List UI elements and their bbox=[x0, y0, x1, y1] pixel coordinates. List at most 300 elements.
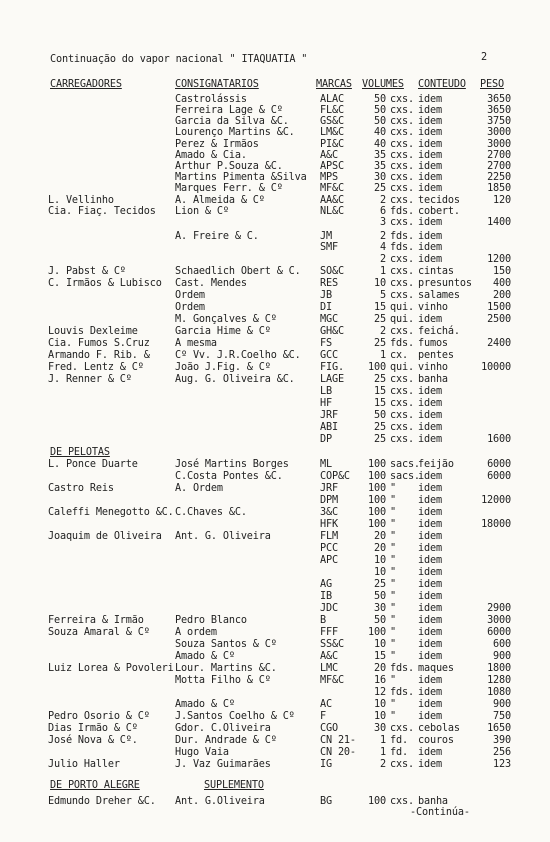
cell-marca: MGC bbox=[320, 314, 338, 325]
cell-carr: Cia. Fiaç. Tecidos bbox=[48, 206, 156, 217]
cell-cont: idem bbox=[418, 555, 442, 566]
cell-cons: C.Costa Pontes &C. bbox=[175, 471, 283, 482]
cell-und: sacs. bbox=[390, 459, 420, 470]
cell-carr: Armando F. Rib. & bbox=[48, 350, 150, 361]
cell-peso: 120 bbox=[493, 195, 511, 206]
cell-peso: 2900 bbox=[487, 603, 511, 614]
cell-cons: Cast. Mendes bbox=[175, 278, 247, 289]
cell-carr: Dias Irmão & Cº bbox=[48, 723, 138, 734]
continua-note: -Continúa- bbox=[410, 807, 470, 818]
cell-cons: Motta Filho & Cº bbox=[175, 675, 271, 686]
cell-marca: DP bbox=[320, 434, 332, 445]
cell-carr: Caleffi Menegotto &C. bbox=[48, 507, 174, 518]
cell-peso: 750 bbox=[493, 711, 511, 722]
cell-carr: Cia. Fumos S.Cruz bbox=[48, 338, 150, 349]
cell-und: cxs. bbox=[390, 410, 414, 421]
cell-marca: LMC bbox=[320, 663, 338, 674]
cell-cont: idem bbox=[418, 434, 442, 445]
cell-und: qui. bbox=[390, 302, 414, 313]
cell-und: " bbox=[390, 639, 396, 650]
cell-und: " bbox=[390, 543, 396, 554]
cell-marca: LAGE bbox=[320, 374, 344, 385]
cell-cont: idem bbox=[418, 711, 442, 722]
cell-marca: APSC bbox=[320, 161, 344, 172]
cell-und: fds. bbox=[390, 663, 414, 674]
cell-vol: 10 bbox=[374, 567, 386, 578]
cell-vol: 100 bbox=[368, 627, 386, 638]
cell-vol: 25 bbox=[374, 338, 386, 349]
cell-cons: Lourenço Martins &C. bbox=[175, 127, 295, 138]
cell-cont: vinho bbox=[418, 302, 448, 313]
cell-vol: 50 bbox=[374, 94, 386, 105]
cell-cont: pentes bbox=[418, 350, 454, 361]
cell-carr: L. Vellinho bbox=[48, 195, 114, 206]
cell-peso: 600 bbox=[493, 639, 511, 650]
cell-cont: idem bbox=[418, 116, 442, 127]
cell-cons: J. Vaz Guimarães bbox=[175, 759, 271, 770]
cell-cont: idem bbox=[418, 531, 442, 542]
cell-marca: APC bbox=[320, 555, 338, 566]
cell-cons: Gdor. C.Oliveira bbox=[175, 723, 271, 734]
cell-vol: 1 bbox=[380, 266, 386, 277]
cell-marca: JRF bbox=[320, 410, 338, 421]
cell-und: " bbox=[390, 711, 396, 722]
cell-vol: 10 bbox=[374, 699, 386, 710]
cell-und: fds. bbox=[390, 242, 414, 253]
cell-vol: 10 bbox=[374, 555, 386, 566]
column-header-peso: PESO bbox=[480, 79, 504, 90]
cell-und: cxs. bbox=[390, 172, 414, 183]
cell-und: cxs. bbox=[390, 183, 414, 194]
cell-und: " bbox=[390, 531, 396, 542]
cell-cont: maques bbox=[418, 663, 454, 674]
cell-vol: 4 bbox=[380, 242, 386, 253]
cell-marca: CN 20- bbox=[320, 747, 356, 758]
cell-cons: Cº Vv. J.R.Coelho &C. bbox=[175, 350, 301, 361]
cell-und: " bbox=[390, 507, 396, 518]
cell-peso: 200 bbox=[493, 290, 511, 301]
cell-cont: couros bbox=[418, 735, 454, 746]
cell-vol: 25 bbox=[374, 422, 386, 433]
cell-marca: SMF bbox=[320, 242, 338, 253]
cell-vol: 25 bbox=[374, 183, 386, 194]
cell-und: cxs. bbox=[390, 386, 414, 397]
cell-vol: 35 bbox=[374, 150, 386, 161]
cell-peso: 10000 bbox=[481, 362, 511, 373]
cell-peso: 900 bbox=[493, 699, 511, 710]
cell-vol: 100 bbox=[368, 495, 386, 506]
cell-und: cxs. bbox=[390, 422, 414, 433]
cell-vol: 35 bbox=[374, 161, 386, 172]
cell-vol: 30 bbox=[374, 723, 386, 734]
cell-vol: 2 bbox=[380, 195, 386, 206]
cell-cont: idem bbox=[418, 471, 442, 482]
cell-marca: FLM bbox=[320, 531, 338, 542]
cell-marca: AC bbox=[320, 699, 332, 710]
cell-vol: 15 bbox=[374, 651, 386, 662]
cell-marca: JB bbox=[320, 290, 332, 301]
cell-cont: idem bbox=[418, 615, 442, 626]
cell-cont: idem bbox=[418, 699, 442, 710]
cell-vol: 40 bbox=[374, 139, 386, 150]
cell-peso: 3650 bbox=[487, 105, 511, 116]
page-title: Continuação do vapor nacional " ITAQUATIA " bbox=[50, 54, 308, 65]
cell-cont: cobert. bbox=[418, 206, 460, 217]
cell-vol: 25 bbox=[374, 434, 386, 445]
section-header-pelotas: DE PELOTAS bbox=[50, 447, 110, 458]
cell-marca: DPM bbox=[320, 495, 338, 506]
cell-carr: J. Renner & Cº bbox=[48, 374, 132, 385]
cell-peso: 1080 bbox=[487, 687, 511, 698]
cell-und: cxs. bbox=[390, 139, 414, 150]
cell-cont: idem bbox=[418, 254, 442, 265]
cell-peso: 390 bbox=[493, 735, 511, 746]
cell-vol: 5 bbox=[380, 290, 386, 301]
cell-peso: 6000 bbox=[487, 627, 511, 638]
cell-marca: COP&C bbox=[320, 471, 350, 482]
cell-cont: idem bbox=[418, 519, 442, 530]
cell-marca: ALAC bbox=[320, 94, 344, 105]
cell-cons: A mesma bbox=[175, 338, 217, 349]
cell-und: " bbox=[390, 555, 396, 566]
cell-vol: 100 bbox=[368, 483, 386, 494]
cell-marca: LM&C bbox=[320, 127, 344, 138]
cell-carr: Ferreira & Irmão bbox=[48, 615, 144, 626]
cell-cont: idem bbox=[418, 161, 442, 172]
cell-und: " bbox=[390, 495, 396, 506]
column-header-carregadores: CARREGADORES bbox=[50, 79, 122, 90]
cell-und: " bbox=[390, 567, 396, 578]
cell-marca: MPS bbox=[320, 172, 338, 183]
cell-vol: 2 bbox=[380, 254, 386, 265]
cell-cont: salames bbox=[418, 290, 460, 301]
cell-cont: idem bbox=[418, 747, 442, 758]
cell-vol: 15 bbox=[374, 302, 386, 313]
cell-cons: Lour. Martins &C. bbox=[175, 663, 277, 674]
cell-cons: José Martins Borges bbox=[175, 459, 289, 470]
cell-und: qui. bbox=[390, 314, 414, 325]
cell-marca: LB bbox=[320, 386, 332, 397]
cell-cont: idem bbox=[418, 386, 442, 397]
cell-und: cxs. bbox=[390, 398, 414, 409]
cell-vol: 6 bbox=[380, 206, 386, 217]
cell-cons: A ordem bbox=[175, 627, 217, 638]
cell-vol: 40 bbox=[374, 127, 386, 138]
cell-marca: HF bbox=[320, 398, 332, 409]
cell-marca: ML bbox=[320, 459, 332, 470]
cell-cons: Aug. G. Oliveira &C. bbox=[175, 374, 295, 385]
cell-cons: Garcia Hime & Cº bbox=[175, 326, 271, 337]
cell-und: cxs. bbox=[390, 254, 414, 265]
cell-cont: idem bbox=[418, 603, 442, 614]
cell-marca: FS bbox=[320, 338, 332, 349]
cell-cons: Lion & Cº bbox=[175, 206, 229, 217]
cell-marca: IB bbox=[320, 591, 332, 602]
cell-marca: ABI bbox=[320, 422, 338, 433]
cell-marca: SO&C bbox=[320, 266, 344, 277]
cell-marca: SS&C bbox=[320, 639, 344, 650]
cell-und: sacs. bbox=[390, 471, 420, 482]
cell-cont: idem bbox=[418, 398, 442, 409]
cell-cont: idem bbox=[418, 105, 442, 116]
cell-marca: A&C bbox=[320, 651, 338, 662]
cell-cons: Arthur P.Souza &C. bbox=[175, 161, 283, 172]
cell-und: cxs. bbox=[390, 796, 414, 807]
cell-vol: 50 bbox=[374, 105, 386, 116]
cell-marca: CGO bbox=[320, 723, 338, 734]
cell-cont: idem bbox=[418, 627, 442, 638]
cell-vol: 20 bbox=[374, 663, 386, 674]
cell-cont: idem bbox=[418, 410, 442, 421]
cell-und: cxs. bbox=[390, 105, 414, 116]
page-number: 2 bbox=[481, 52, 487, 63]
cell-carr: Joaquim de Oliveira bbox=[48, 531, 162, 542]
cell-und: " bbox=[390, 651, 396, 662]
cell-cons: Garcia da Silva &C. bbox=[175, 116, 289, 127]
cell-cons: J.Santos Coelho & Cº bbox=[175, 711, 295, 722]
cell-marca: IG bbox=[320, 759, 332, 770]
cell-peso: 150 bbox=[493, 266, 511, 277]
cell-carr: L. Ponce Duarte bbox=[48, 459, 138, 470]
cell-vol: 2 bbox=[380, 759, 386, 770]
cell-und: " bbox=[390, 519, 396, 530]
cell-cons: Pedro Blanco bbox=[175, 615, 247, 626]
cell-peso: 6000 bbox=[487, 459, 511, 470]
cell-marca: PI&C bbox=[320, 139, 344, 150]
cell-vol: 100 bbox=[368, 362, 386, 373]
cell-cont: fumos bbox=[418, 338, 448, 349]
cell-cons: Castrolássis bbox=[175, 94, 247, 105]
cell-vol: 25 bbox=[374, 374, 386, 385]
cell-peso: 2500 bbox=[487, 314, 511, 325]
cell-und: fd. bbox=[390, 747, 408, 758]
cell-cont: idem bbox=[418, 242, 442, 253]
cell-carr: Luiz Lorea & Povoleri bbox=[48, 663, 174, 674]
cell-cont: idem bbox=[418, 651, 442, 662]
cell-und: cxs. bbox=[390, 94, 414, 105]
cell-cont: idem bbox=[418, 567, 442, 578]
cell-vol: 50 bbox=[374, 615, 386, 626]
cell-cont: idem bbox=[418, 687, 442, 698]
cell-und: fds. bbox=[390, 338, 414, 349]
cell-cont: idem bbox=[418, 139, 442, 150]
cell-vol: 10 bbox=[374, 639, 386, 650]
cell-cons: M. Gonçalves & Cº bbox=[175, 314, 277, 325]
cell-peso: 900 bbox=[493, 651, 511, 662]
cell-carr: Castro Reis bbox=[48, 483, 114, 494]
cell-vol: 16 bbox=[374, 675, 386, 686]
cell-vol: 2 bbox=[380, 326, 386, 337]
cell-marca: GCC bbox=[320, 350, 338, 361]
cell-vol: 25 bbox=[374, 579, 386, 590]
column-header-conteudo: CONTEUDO bbox=[418, 79, 466, 90]
cell-cons: A. Freire & C. bbox=[175, 231, 259, 242]
cell-und: fd. bbox=[390, 735, 408, 746]
cell-und: " bbox=[390, 603, 396, 614]
cell-carr: C. Irmãos & Lubisco bbox=[48, 278, 162, 289]
cell-cons: Ferreira Lage & Cº bbox=[175, 105, 283, 116]
cell-marca: F bbox=[320, 711, 326, 722]
cell-vol: 30 bbox=[374, 603, 386, 614]
cell-peso: 3000 bbox=[487, 615, 511, 626]
cell-vol: 15 bbox=[374, 398, 386, 409]
cell-cont: idem bbox=[418, 543, 442, 554]
cell-und: cxs. bbox=[390, 374, 414, 385]
cell-vol: 100 bbox=[368, 459, 386, 470]
cell-carr: Julio Haller bbox=[48, 759, 120, 770]
cell-marca: JDC bbox=[320, 603, 338, 614]
cell-cont: idem bbox=[418, 591, 442, 602]
cell-vol: 1 bbox=[380, 735, 386, 746]
cell-marca: BG bbox=[320, 796, 332, 807]
cell-peso: 12000 bbox=[481, 495, 511, 506]
cell-peso: 1500 bbox=[487, 302, 511, 313]
cell-cont: idem bbox=[418, 217, 442, 228]
cell-marca: AG bbox=[320, 579, 332, 590]
column-header-marcas: MARCAS bbox=[316, 79, 352, 90]
cell-peso: 2700 bbox=[487, 161, 511, 172]
cell-cons: João J.Fig. & Cº bbox=[175, 362, 271, 373]
cell-cont: idem bbox=[418, 495, 442, 506]
cell-peso: 123 bbox=[493, 759, 511, 770]
cell-cons: Ant. G. Oliveira bbox=[175, 531, 271, 542]
cell-cons: Hugo Vaia bbox=[175, 747, 229, 758]
cell-und: cxs. bbox=[390, 290, 414, 301]
cell-marca: GH&C bbox=[320, 326, 344, 337]
section-header-suplemento: SUPLEMENTO bbox=[204, 780, 264, 791]
cell-cont: banha bbox=[418, 796, 448, 807]
cell-peso: 1200 bbox=[487, 254, 511, 265]
cell-cont: idem bbox=[418, 183, 442, 194]
cell-vol: 1 bbox=[380, 747, 386, 758]
cell-cont: vinho bbox=[418, 362, 448, 373]
cell-und: cxs. bbox=[390, 434, 414, 445]
cell-marca: A&C bbox=[320, 150, 338, 161]
cell-vol: 12 bbox=[374, 687, 386, 698]
cell-und: " bbox=[390, 627, 396, 638]
cell-vol: 25 bbox=[374, 314, 386, 325]
cell-peso: 2400 bbox=[487, 338, 511, 349]
cell-und: fds. bbox=[390, 231, 414, 242]
cell-carr: Edmundo Dreher &C. bbox=[48, 796, 156, 807]
cell-carr: Fred. Lentz & Cº bbox=[48, 362, 144, 373]
cell-cons: Marques Ferr. & Cº bbox=[175, 183, 283, 194]
cell-carr: Louvis Dexleime bbox=[48, 326, 138, 337]
cell-carr: José Nova & Cº. bbox=[48, 735, 138, 746]
cell-cont: idem bbox=[418, 94, 442, 105]
cell-vol: 30 bbox=[374, 172, 386, 183]
cell-cons: Souza Santos & Cº bbox=[175, 639, 277, 650]
cell-marca: GS&C bbox=[320, 116, 344, 127]
cell-und: " bbox=[390, 675, 396, 686]
cell-vol: 2 bbox=[380, 231, 386, 242]
cell-cons: Amado & Cº bbox=[175, 699, 235, 710]
cell-cont: idem bbox=[418, 507, 442, 518]
cell-cons: Martins Pimenta &Silva bbox=[175, 172, 307, 183]
cell-peso: 6000 bbox=[487, 471, 511, 482]
cell-cont: idem bbox=[418, 150, 442, 161]
cell-cont: idem bbox=[418, 422, 442, 433]
cell-und: " bbox=[390, 483, 396, 494]
cell-und: fds. bbox=[390, 206, 414, 217]
cell-peso: 1650 bbox=[487, 723, 511, 734]
cell-vol: 20 bbox=[374, 531, 386, 542]
cell-marca: FFF bbox=[320, 627, 338, 638]
cell-und: cxs. bbox=[390, 150, 414, 161]
cell-cont: cintas bbox=[418, 266, 454, 277]
cell-cont: cebolas bbox=[418, 723, 460, 734]
cell-und: cxs. bbox=[390, 723, 414, 734]
cell-vol: 100 bbox=[368, 796, 386, 807]
cell-und: cxs. bbox=[390, 116, 414, 127]
cell-marca: JM bbox=[320, 231, 332, 242]
cell-peso: 1600 bbox=[487, 434, 511, 445]
cell-vol: 50 bbox=[374, 116, 386, 127]
cell-cont: idem bbox=[418, 759, 442, 770]
cell-vol: 15 bbox=[374, 386, 386, 397]
cell-marca: MF&C bbox=[320, 183, 344, 194]
cell-vol: 10 bbox=[374, 711, 386, 722]
cell-cont: presuntos bbox=[418, 278, 472, 289]
cell-cont: idem bbox=[418, 639, 442, 650]
cell-peso: 2700 bbox=[487, 150, 511, 161]
cell-peso: 3650 bbox=[487, 94, 511, 105]
cell-und: cx. bbox=[390, 350, 408, 361]
cell-marca: 3&C bbox=[320, 507, 338, 518]
cell-und: cxs. bbox=[390, 326, 414, 337]
cell-peso: 256 bbox=[493, 747, 511, 758]
cell-peso: 1400 bbox=[487, 217, 511, 228]
cell-marca: JRF bbox=[320, 483, 338, 494]
cell-peso: 1850 bbox=[487, 183, 511, 194]
cell-cons: Ordem bbox=[175, 290, 205, 301]
cell-marca: CN 21- bbox=[320, 735, 356, 746]
cell-peso: 1800 bbox=[487, 663, 511, 674]
cell-marca: RES bbox=[320, 278, 338, 289]
cell-marca: HFK bbox=[320, 519, 338, 530]
cell-vol: 1 bbox=[380, 350, 386, 361]
cell-vol: 100 bbox=[368, 519, 386, 530]
cell-und: cxs. bbox=[390, 278, 414, 289]
cell-vol: 50 bbox=[374, 410, 386, 421]
cell-carr: J. Pabst & Cº bbox=[48, 266, 126, 277]
cell-marca: FIG. bbox=[320, 362, 344, 373]
cell-vol: 3 bbox=[380, 217, 386, 228]
cell-marca: MF&C bbox=[320, 675, 344, 686]
cell-vol: 100 bbox=[368, 507, 386, 518]
cell-peso: 1280 bbox=[487, 675, 511, 686]
cell-cons: Amado & Cº bbox=[175, 651, 235, 662]
cell-und: cxs. bbox=[390, 266, 414, 277]
cell-und: " bbox=[390, 591, 396, 602]
column-header-consignatarios: CONSIGNATARIOS bbox=[175, 79, 259, 90]
cell-marca: AA&C bbox=[320, 195, 344, 206]
cell-und: qui. bbox=[390, 362, 414, 373]
cell-cons: Ant. G.Oliveira bbox=[175, 796, 265, 807]
cell-cons: Perez & Irmãos bbox=[175, 139, 259, 150]
cell-cons: A. Almeida & Cº bbox=[175, 195, 265, 206]
cell-vol: 50 bbox=[374, 591, 386, 602]
cell-peso: 18000 bbox=[481, 519, 511, 530]
cell-vol: 20 bbox=[374, 543, 386, 554]
cell-cons: Ordem bbox=[175, 302, 205, 313]
cell-cont: idem bbox=[418, 579, 442, 590]
cell-und: " bbox=[390, 579, 396, 590]
cell-cont: idem bbox=[418, 314, 442, 325]
cell-cont: tecidos bbox=[418, 195, 460, 206]
cell-und: cxs. bbox=[390, 217, 414, 228]
cell-peso: 3000 bbox=[487, 139, 511, 150]
